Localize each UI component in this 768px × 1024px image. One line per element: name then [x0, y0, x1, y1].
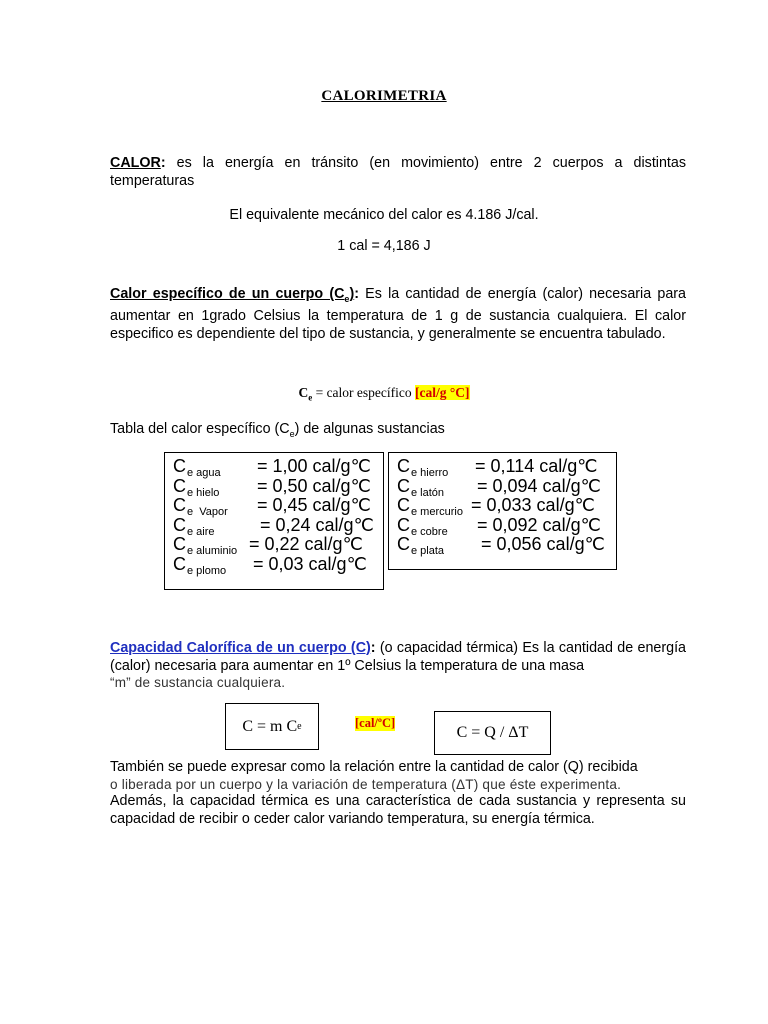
substance-label: e aluminio — [187, 545, 238, 557]
right-row — [397, 496, 607, 516]
calor-especifico-colon: : — [354, 286, 359, 302]
specific-heat-value: = 0,033 cal/g℃ — [471, 495, 595, 515]
ce-symbol: C — [397, 514, 410, 535]
substance-label: e plomo — [187, 564, 227, 577]
specific-heat-value: = 0,22 cal/g℃ — [249, 534, 363, 554]
specific-heat-value: = 0,056 cal/g℃ — [481, 534, 605, 554]
left-row — [173, 457, 383, 477]
ce-symbol: C — [397, 475, 410, 496]
calor-definition — [110, 155, 686, 190]
specific-heat-value: = 0,45 cal/g℃ — [257, 495, 371, 515]
left-row — [173, 516, 383, 536]
capacidad-text: (o capacidad térmica) Es la cantidad de energía (calor) necesaria para aumentar en 1º Celsius la temperatura de una masa — [110, 640, 686, 674]
capacidad-colon: : — [370, 640, 376, 656]
tabla-intro: Tabla del calor específico $(C_e)$ de algunas sustancias — [110, 421, 445, 439]
ce-symbol: C — [173, 456, 186, 476]
substance-label: e mercurio — [411, 506, 463, 518]
left-row — [173, 496, 383, 516]
specific-heat-value: = 1,00 cal/g℃ — [257, 456, 371, 476]
left-row — [173, 555, 383, 575]
specific-heat-table-right — [388, 452, 617, 570]
specific-heat-value: = 0,094 cal/g℃ — [477, 475, 601, 496]
substance-label: e agua — [187, 467, 221, 479]
substance-label: e plata — [411, 545, 445, 557]
ce-symbol: C — [397, 534, 410, 554]
equivalente-text: El equivalente mecánico del calor es 4.186 J/cal. — [229, 207, 539, 223]
tambien-line3: Además, la capacidad térmica es una característica de cada sustancia y representa su capacidad de recibir o ceder calor variando temperatura, su energía térmica. — [110, 793, 686, 827]
specific-heat-value: = 0,092 cal/g℃ — [477, 514, 601, 535]
tambien-line2: o liberada por un cuerpo y la variación de temperatura (ΔT) que éste experimenta. — [110, 777, 622, 792]
ce-unit: [cal/g °C] — [415, 385, 470, 400]
capacidad-definition — [110, 640, 686, 675]
ce-symbol: C — [173, 475, 186, 496]
capacidad-text-line2: “m” de sustancia cualquiera. — [110, 675, 286, 690]
calor-especifico-definition — [110, 286, 686, 343]
specific-heat-value: = 0,50 cal/g℃ — [257, 475, 371, 496]
formula-box-c-q-dt: C = Q / ΔT — [434, 711, 551, 755]
ce-symbol: C — [173, 495, 186, 515]
tambien-line1: También se puede expresar como la relación entre la cantidad de calor (Q) recibida — [110, 759, 638, 775]
right-row — [397, 516, 607, 536]
ce-symbol: C — [173, 553, 186, 574]
page-title: CALORIMETRIA — [321, 88, 447, 104]
formula-box-c-mce: C = m C e — [225, 703, 319, 750]
left-row — [173, 535, 383, 555]
ce-formula: $C_e$ = calor específico [cal/g °C] — [298, 385, 470, 403]
substance-label: e latón — [411, 486, 445, 499]
substance-label: e hierro — [411, 467, 449, 479]
ce-symbol: C — [397, 495, 410, 515]
ce-symbol: C — [397, 456, 410, 476]
substance-label: e aire — [187, 525, 215, 538]
substance-label: e Vapor — [187, 506, 228, 518]
calor-colon: : — [160, 155, 166, 171]
specific-heat-value: = 0,03 cal/g℃ — [253, 553, 367, 574]
capacidad-term: Capacidad Calorífica de un cuerpo (C) — [110, 640, 371, 656]
left-row — [173, 477, 383, 497]
substance-label: e cobre — [411, 525, 448, 538]
calor-text: es la energía en tránsito (en movimiento) entre 2 cuerpos a distintas temperaturas — [110, 155, 686, 189]
specific-heat-value: = 0,114 cal/g℃ — [475, 456, 598, 476]
specific-heat-table-left — [164, 452, 384, 590]
ce-symbol: C — [173, 534, 186, 554]
ce-symbol: C — [173, 514, 186, 535]
right-row — [397, 457, 607, 477]
right-row — [397, 477, 607, 497]
calor-especifico-term: Calor específico de un cuerpo $(C_e)$ — [110, 286, 355, 304]
calor-term: CALOR — [110, 155, 161, 171]
right-row — [397, 535, 607, 555]
capacidad-unit: [cal/ºC] — [355, 716, 396, 730]
substance-label: e hielo — [187, 486, 220, 499]
specific-heat-value: = 0,24 cal/g℃ — [260, 514, 374, 535]
calor-especifico-text: Es la cantidad de energía (calor) necesaria para aumentar en 1grado Celsius la temperatura de 1 g de sustancia cualquiera. El calor especifico es dependiente del tipo de sustancia, y generalmente se encuentra tabulado. — [110, 286, 686, 342]
cal-equation: 1 cal = 4,186 J — [337, 238, 431, 254]
